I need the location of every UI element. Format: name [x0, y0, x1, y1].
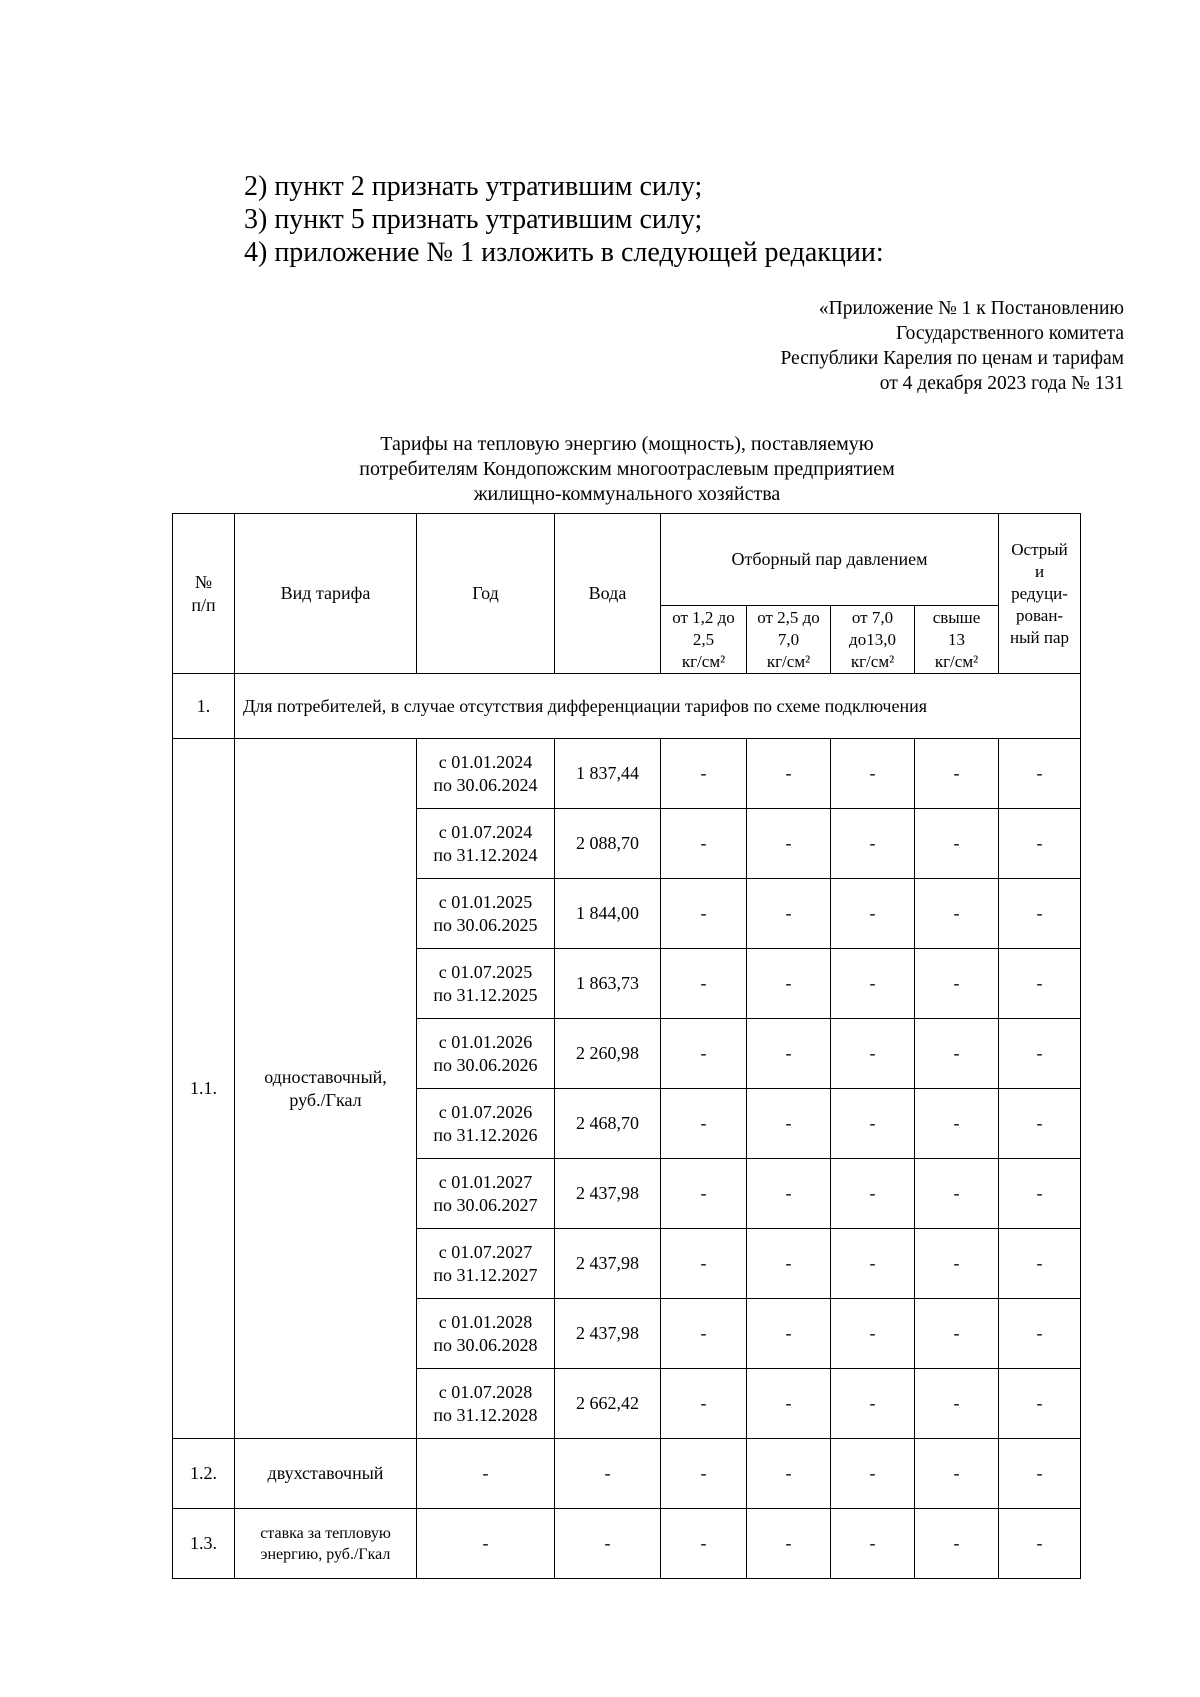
amendment-item: 4) приложение № 1 изложить в следующей редакции: — [244, 237, 884, 268]
steam-3-cell: - — [831, 1369, 915, 1439]
steam-4-cell: - — [915, 1509, 999, 1579]
appendix-ref-line: от 4 декабря 2023 года № 131 — [879, 373, 1124, 394]
steam-2-cell: - — [747, 949, 831, 1019]
header-year: Год — [417, 514, 555, 674]
header-steam-1: от 1,2 до 2,5 кг/см² — [661, 606, 747, 674]
steam-2-cell: - — [747, 1229, 831, 1299]
section-num: 1. — [173, 674, 235, 739]
steam-2-cell: - — [747, 739, 831, 809]
steam-3-cell: - — [831, 1089, 915, 1159]
period-cell: с 01.07.2025 по 31.12.2025 — [417, 949, 555, 1019]
water-cell: - — [555, 1439, 661, 1509]
steam-1-cell: - — [661, 1089, 747, 1159]
period-cell: с 01.07.2024 по 31.12.2024 — [417, 809, 555, 879]
header-steam-2: от 2,5 до 7,0 кг/см² — [747, 606, 831, 674]
sharp-steam-cell: - — [999, 1019, 1081, 1089]
sharp-steam-cell: - — [999, 1369, 1081, 1439]
steam-1-cell: - — [661, 879, 747, 949]
period-cell: - — [417, 1439, 555, 1509]
steam-1-cell: - — [661, 739, 747, 809]
steam-3-cell: - — [831, 1159, 915, 1229]
water-cell: 2 260,98 — [555, 1019, 661, 1089]
sharp-steam-cell: - — [999, 1159, 1081, 1229]
steam-3-cell: - — [831, 1299, 915, 1369]
header-num: № п/п — [173, 514, 235, 674]
steam-3-cell: - — [831, 1509, 915, 1579]
water-cell: 2 437,98 — [555, 1229, 661, 1299]
period-cell: с 01.01.2028 по 30.06.2028 — [417, 1299, 555, 1369]
steam-4-cell: - — [915, 739, 999, 809]
steam-4-cell: - — [915, 1019, 999, 1089]
steam-4-cell: - — [915, 879, 999, 949]
water-cell: 2 662,42 — [555, 1369, 661, 1439]
water-cell: 1 844,00 — [555, 879, 661, 949]
steam-4-cell: - — [915, 1159, 999, 1229]
amendment-item: 2) пункт 2 признать утратившим силу; — [244, 171, 703, 202]
sharp-steam-cell: - — [999, 1299, 1081, 1369]
steam-1-cell: - — [661, 1299, 747, 1369]
steam-3-cell: - — [831, 949, 915, 1019]
period-cell: с 01.07.2027 по 31.12.2027 — [417, 1229, 555, 1299]
steam-4-cell: - — [915, 949, 999, 1019]
sharp-steam-cell: - — [999, 1439, 1081, 1509]
steam-3-cell: - — [831, 739, 915, 809]
sharp-steam-cell: - — [999, 949, 1081, 1019]
period-cell: с 01.01.2024 по 30.06.2024 — [417, 739, 555, 809]
water-cell: 2 088,70 — [555, 809, 661, 879]
period-cell: - — [417, 1509, 555, 1579]
title-line: жилищно-коммунального хозяйства — [473, 483, 781, 505]
water-cell: 1 837,44 — [555, 739, 661, 809]
title-line: потребителям Кондопожским многоотраслевым предприятием — [359, 458, 895, 480]
section-label: Для потребителей, в случае отсутствия дифференциации тарифов по схеме подключения — [235, 674, 1081, 739]
steam-2-cell: - — [747, 1509, 831, 1579]
table-row — [173, 1439, 1081, 1509]
steam-4-cell: - — [915, 1229, 999, 1299]
steam-2-cell: - — [747, 809, 831, 879]
steam-2-cell: - — [747, 879, 831, 949]
period-cell: с 01.01.2025 по 30.06.2025 — [417, 879, 555, 949]
water-cell: - — [555, 1509, 661, 1579]
sharp-steam-cell: - — [999, 739, 1081, 809]
row-tariff-type: одноставочный, руб./Гкал — [235, 739, 417, 1439]
row-num: 1.2. — [173, 1439, 235, 1509]
steam-4-cell: - — [915, 1299, 999, 1369]
steam-1-cell: - — [661, 1229, 747, 1299]
steam-4-cell: - — [915, 1369, 999, 1439]
appendix-ref-line: Государственного комитета — [896, 323, 1124, 344]
steam-3-cell: - — [831, 1229, 915, 1299]
header-steam-group: Отборный пар давлением — [661, 514, 999, 606]
appendix-reference — [704, 296, 1124, 396]
steam-1-cell: - — [661, 1439, 747, 1509]
row-tariff-type: двухставочный — [235, 1439, 417, 1509]
sharp-steam-cell: - — [999, 1509, 1081, 1579]
steam-4-cell: - — [915, 1089, 999, 1159]
water-cell: 2 468,70 — [555, 1089, 661, 1159]
water-cell: 2 437,98 — [555, 1299, 661, 1369]
amendment-item: 3) пункт 5 признать утратившим силу; — [244, 204, 703, 235]
table-row — [173, 739, 1081, 809]
steam-2-cell: - — [747, 1299, 831, 1369]
water-cell: 1 863,73 — [555, 949, 661, 1019]
steam-3-cell: - — [831, 879, 915, 949]
sharp-steam-cell: - — [999, 879, 1081, 949]
sharp-steam-cell: - — [999, 809, 1081, 879]
tariff-table — [172, 513, 1081, 1579]
steam-1-cell: - — [661, 1159, 747, 1229]
sharp-steam-cell: - — [999, 1089, 1081, 1159]
period-cell: с 01.07.2026 по 31.12.2026 — [417, 1089, 555, 1159]
amendment-items — [244, 170, 884, 269]
steam-3-cell: - — [831, 1019, 915, 1089]
table-row — [173, 1509, 1081, 1579]
steam-2-cell: - — [747, 1159, 831, 1229]
sharp-steam-cell: - — [999, 1229, 1081, 1299]
steam-1-cell: - — [661, 1509, 747, 1579]
appendix-ref-line: «Приложение № 1 к Постановлению — [818, 298, 1124, 319]
header-tariff-type: Вид тарифа — [235, 514, 417, 674]
steam-2-cell: - — [747, 1369, 831, 1439]
row-tariff-type: ставка за тепловую энергию, руб./Гкал — [235, 1509, 417, 1579]
steam-2-cell: - — [747, 1019, 831, 1089]
row-num: 1.3. — [173, 1509, 235, 1579]
header-steam-3: от 7,0 до13,0 кг/см² — [831, 606, 915, 674]
header-sharp-steam: Острый и редуци- рован- ный пар — [999, 514, 1081, 674]
period-cell: с 01.07.2028 по 31.12.2028 — [417, 1369, 555, 1439]
steam-4-cell: - — [915, 809, 999, 879]
row-num: 1.1. — [173, 739, 235, 1439]
steam-2-cell: - — [747, 1089, 831, 1159]
steam-4-cell: - — [915, 1439, 999, 1509]
steam-2-cell: - — [747, 1439, 831, 1509]
steam-1-cell: - — [661, 1369, 747, 1439]
water-cell: 2 437,98 — [555, 1159, 661, 1229]
period-cell: с 01.01.2027 по 30.06.2027 — [417, 1159, 555, 1229]
steam-1-cell: - — [661, 809, 747, 879]
table-title — [172, 432, 1082, 507]
steam-3-cell: - — [831, 1439, 915, 1509]
appendix-ref-line: Республики Карелия по ценам и тарифам — [780, 348, 1124, 369]
period-cell: с 01.01.2026 по 30.06.2026 — [417, 1019, 555, 1089]
header-water: Вода — [555, 514, 661, 674]
header-steam-4: свыше 13 кг/см² — [915, 606, 999, 674]
steam-1-cell: - — [661, 1019, 747, 1089]
steam-1-cell: - — [661, 949, 747, 1019]
steam-3-cell: - — [831, 809, 915, 879]
title-line: Тарифы на тепловую энергию (мощность), поставляемую — [380, 433, 874, 455]
